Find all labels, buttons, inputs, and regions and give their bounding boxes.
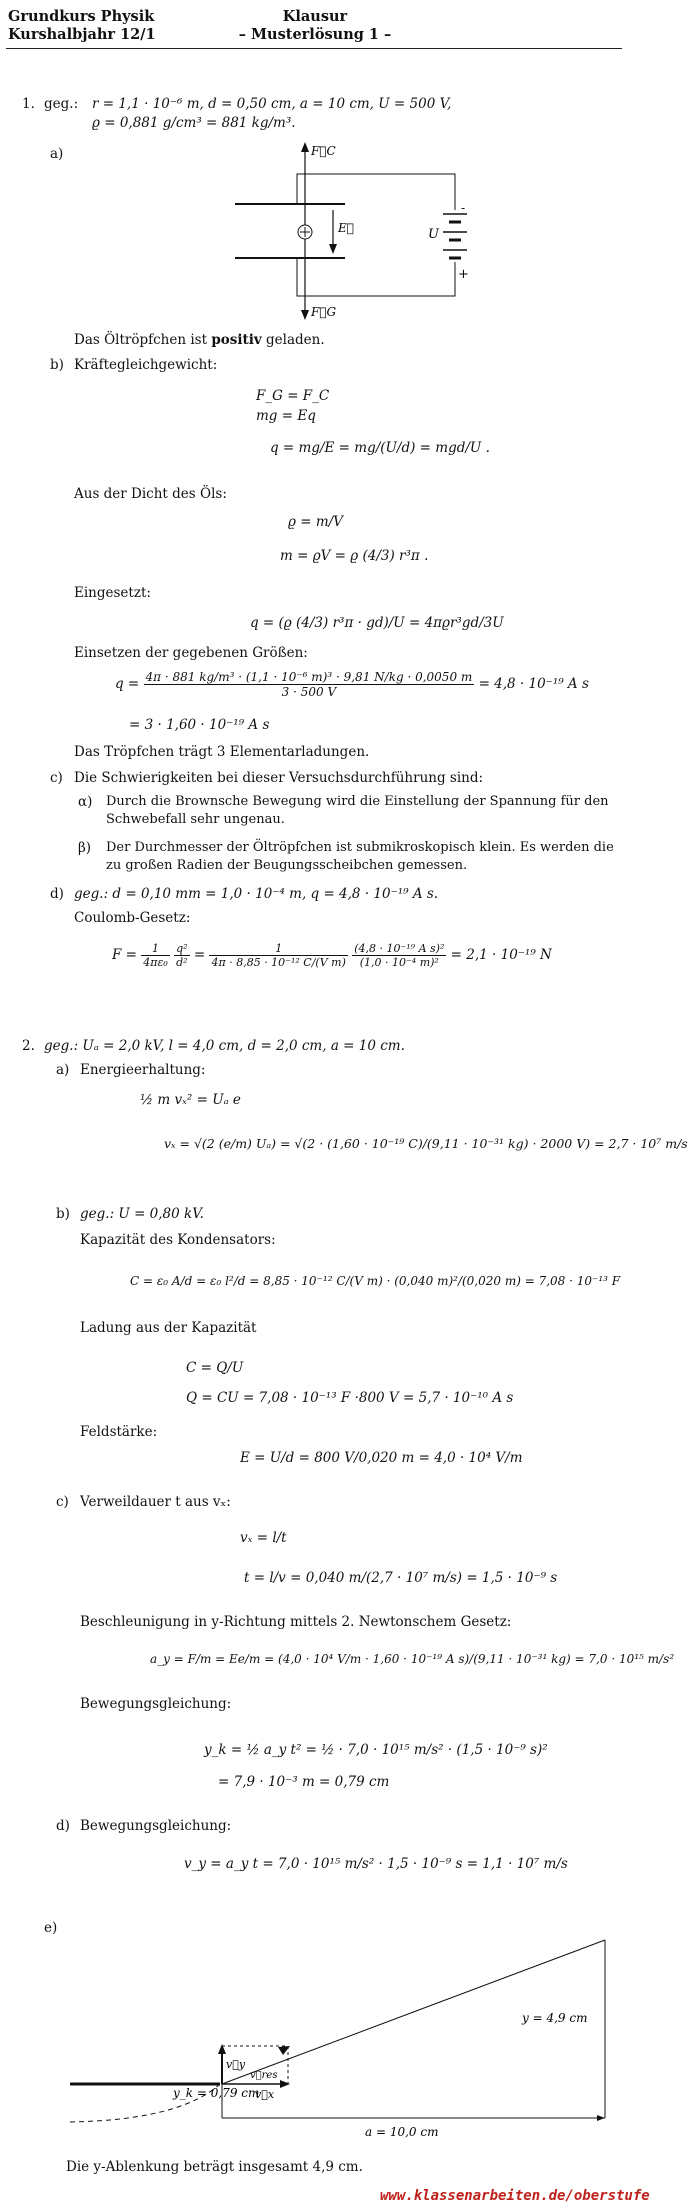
task1-given-line1: r = 1,1 · 10⁻⁶ m, d = 0,50 cm, a = 10 cm, U = 500 V, bbox=[92, 96, 452, 112]
e-label: E⃗ bbox=[338, 221, 354, 235]
task2-a-intro: Energieerhaltung: bbox=[80, 1062, 206, 1078]
task1-c-item-beta-marker: β) bbox=[78, 840, 92, 856]
task2-c-eq2: t = l/v = 0,040 m/(2,7 · 10⁷ m/s) = 1,5 · 10⁻⁹ s bbox=[244, 1570, 558, 1586]
task1-b-eq4: ϱ = m/V bbox=[288, 514, 343, 530]
force-fg-arrow bbox=[301, 310, 309, 320]
task2-given: geg.: Uₐ = 2,0 kV, l = 4,0 cm, d = 2,0 cm, a = 10 cm. bbox=[44, 1038, 405, 1054]
task2-c-eq5: = 7,9 · 10⁻³ m = 0,79 cm bbox=[218, 1774, 390, 1790]
exam-title: Klausur bbox=[282, 8, 348, 25]
task1-given-line2: ϱ = 0,881 g/cm³ = 881 kg/m³. bbox=[92, 115, 296, 131]
task2-b-given: geg.: U = 0,80 kV. bbox=[80, 1206, 204, 1222]
task1-b-density-intro: Aus der Dicht des Öls: bbox=[74, 486, 227, 502]
task2-c-eq1: vₓ = l/t bbox=[240, 1530, 287, 1546]
task2-c-motion-intro: Bewegungsgleichung: bbox=[80, 1696, 232, 1712]
task2-b-charge-intro: Ladung aus der Kapazität bbox=[80, 1320, 257, 1336]
task2-a-label: a) bbox=[56, 1062, 70, 1078]
task1-c-label: c) bbox=[50, 770, 63, 786]
course-semester: Kurshalbjahr 12/1 bbox=[8, 26, 156, 43]
task2-e-answer: Die y-Ablenkung beträgt insgesamt 4,9 cm. bbox=[66, 2159, 363, 2175]
task1-c-item-beta-line2: zu großen Radien der Beugungsscheibchen gemessen. bbox=[106, 858, 468, 873]
task2-b-label: b) bbox=[56, 1206, 70, 1222]
task1-b-eq3: q = mg/E = mg/(U/d) = mgd/U . bbox=[270, 440, 490, 456]
fc-label: F⃗C bbox=[311, 144, 336, 158]
task2-c-eq4: y_k = ½ a_y t² = ½ · 7,0 · 10¹⁵ m/s² · (1,5 · 10⁻⁹ s)² bbox=[204, 1742, 548, 1758]
task2-b-eq2: C = Q/U bbox=[186, 1360, 244, 1376]
task1-b-eq7-num: 4π · 881 kg/m³ · (1,1 · 10⁻⁶ m)³ · 9,81 N/kg · 0,0050 m bbox=[145, 670, 473, 684]
task1-b-eq7: q = $\frac{\text{4π · 881 kg/m³ · (1,1 · 10⁻⁶ m)³ · 9,81 N/kg · 0,0050 m}}{3 \cdot 500 V}$ = 4,8 · 10⁻¹⁹ A s bbox=[115, 670, 589, 699]
task1-c-intro: Die Schwierigkeiten bei dieser Versuchsdurchführung sind: bbox=[74, 770, 484, 786]
task2-b-field-intro: Feldstärke: bbox=[80, 1424, 158, 1440]
task2-b-eq4: E = U/d = 800 V/0,020 m = 4,0 · 10⁴ V/m bbox=[240, 1450, 523, 1466]
task1-b-answer: Das Tröpfchen trägt 3 Elementarladungen. bbox=[74, 744, 370, 760]
task2-number: 2. bbox=[22, 1038, 35, 1054]
deflection-diagram bbox=[60, 1910, 630, 2140]
task1-c-item-alpha-line1: Durch die Brownsche Bewegung wird die Einstellung der Spannung für den bbox=[106, 794, 609, 809]
task1-a-answer: Das Öltröpfchen ist positiv geladen. bbox=[74, 332, 325, 348]
task2-c-accel-intro: Beschleunigung in y-Richtung mittels 2. Newtonschem Gesetz: bbox=[80, 1614, 512, 1630]
task1-d-coulomb: Coulomb-Gesetz: bbox=[74, 910, 191, 926]
task1-a-label: a) bbox=[50, 146, 64, 162]
task1-d-label: d) bbox=[50, 886, 64, 902]
task2-e-label: e) bbox=[44, 1920, 58, 1936]
minus-label: - bbox=[461, 201, 466, 215]
task2-d-label: d) bbox=[56, 1818, 70, 1834]
force-fc-arrow bbox=[301, 142, 309, 152]
task2-b-cap-intro: Kapazität des Kondensators: bbox=[80, 1232, 276, 1248]
task2-b-eq3: Q = CU = 7,08 · 10⁻¹³ F ·800 V = 5,7 · 10⁻¹⁰ A s bbox=[186, 1390, 514, 1406]
task2-b-eq1: C = ε₀ A/d = ε₀ l²/d = 8,85 · 10⁻¹² C/(V m) · (0,040 m)²/(0,020 m) = 7,08 · 10⁻¹³ F bbox=[130, 1274, 621, 1288]
course-title: Grundkurs Physik bbox=[8, 8, 155, 25]
fg-label: F⃗G bbox=[311, 305, 337, 319]
task1-c-item-beta-line1: Der Durchmesser der Öltröpfchen ist submikroskopisch klein. Es werden die bbox=[106, 840, 614, 855]
task2-a-eq2: vₓ = √(2 (e/m) Uₐ) = √(2 · (1,60 · 10⁻¹⁹ C)/(9,11 · 10⁻³¹ kg) · 2000 V) = 2,7 · 10⁷ m/s bbox=[164, 1136, 688, 1151]
task1-given-label: geg.: bbox=[44, 96, 79, 112]
vres-label: v⃗res bbox=[250, 2070, 278, 2081]
task1-b-eq8: = 3 · 1,60 · 10⁻¹⁹ A s bbox=[129, 717, 270, 733]
field-e-arrow bbox=[329, 244, 337, 254]
header-rule bbox=[6, 48, 622, 49]
u-label: U bbox=[428, 227, 439, 242]
a-distance-label: a = 10,0 cm bbox=[365, 2125, 439, 2139]
task2-c-label: c) bbox=[56, 1494, 69, 1510]
task2-d-eq1: v_y = a_y t = 7,0 · 10¹⁵ m/s² · 1,5 · 10⁻⁹ s = 1,1 · 10⁷ m/s bbox=[184, 1856, 568, 1872]
task1-b-eq7-result: = 4,8 · 10⁻¹⁹ A s bbox=[478, 676, 589, 692]
yk-label: y_k = 0,79 cm bbox=[173, 2086, 260, 2100]
task1-b-eq2: mg = Eq bbox=[256, 408, 316, 424]
capacitor-diagram bbox=[230, 140, 480, 320]
task1-number: 1. bbox=[22, 96, 35, 112]
task1-b-eq7-den: 3 · 500 V bbox=[281, 685, 337, 699]
task2-c-eq3: a_y = F/m = Ee/m = (4,0 · 10⁴ V/m · 1,60 · 10⁻¹⁹ A s)/(9,11 · 10⁻³¹ kg) = 7,0 · 10¹⁵ m/s² bbox=[150, 1652, 675, 1666]
task1-d-given: geg.: d = 0,10 mm = 1,0 · 10⁻⁴ m, q = 4,8 · 10⁻¹⁹ A s. bbox=[74, 886, 439, 902]
exam-subtitle: – Musterlösung 1 – bbox=[238, 26, 392, 43]
plus-label: + bbox=[458, 267, 469, 282]
task1-b-intro: Kräftegleichgewicht: bbox=[74, 357, 218, 373]
task1-b-values-intro: Einsetzen der gegebenen Größen: bbox=[74, 645, 308, 661]
task1-c-item-alpha-marker: α) bbox=[78, 794, 93, 810]
task1-b-label: b) bbox=[50, 357, 64, 373]
y-total-label: y = 4,9 cm bbox=[522, 2011, 588, 2025]
task1-b-eq6: q = (ϱ (4/3) r³π · gd)/U = 4πϱr³gd/3U bbox=[250, 615, 504, 631]
vx-arrow bbox=[280, 2080, 290, 2088]
task1-b-inserted: Eingesetzt: bbox=[74, 585, 151, 601]
task2-d-intro: Bewegungsgleichung: bbox=[80, 1818, 232, 1834]
task1-b-eq5: m = ϱV = ϱ (4/3) r³π . bbox=[280, 548, 429, 564]
watermark: www.klassenarbeiten.de/oberstufe bbox=[380, 2188, 650, 2204]
task1-d-eq: F = $\frac{1}{\text{4πε₀}}$ $\frac{\text{q²}}{\text{d²}}$ = $\frac{1}{\text{4π · 8,85 · 10⁻¹² C/(V m)}}$ $\frac{\text{(4,8 · 10⁻¹⁹ A s)²}}{\text{(1,0 · 10⁻⁴ m)²}}$ = 2,1 · 10⁻¹⁹ N bbox=[112, 942, 552, 969]
task1-c-item-alpha-line2: Schwebefall sehr ungenau. bbox=[106, 812, 285, 827]
vx-label: v⃗x bbox=[255, 2088, 275, 2101]
task1-b-eq1: F_G = F_C bbox=[256, 388, 330, 404]
vy-label: v⃗y bbox=[226, 2058, 246, 2071]
task2-a-eq1: ½ m vₓ² = Uₐ e bbox=[140, 1092, 241, 1108]
task2-c-intro: Verweildauer t aus vₓ: bbox=[80, 1494, 231, 1510]
